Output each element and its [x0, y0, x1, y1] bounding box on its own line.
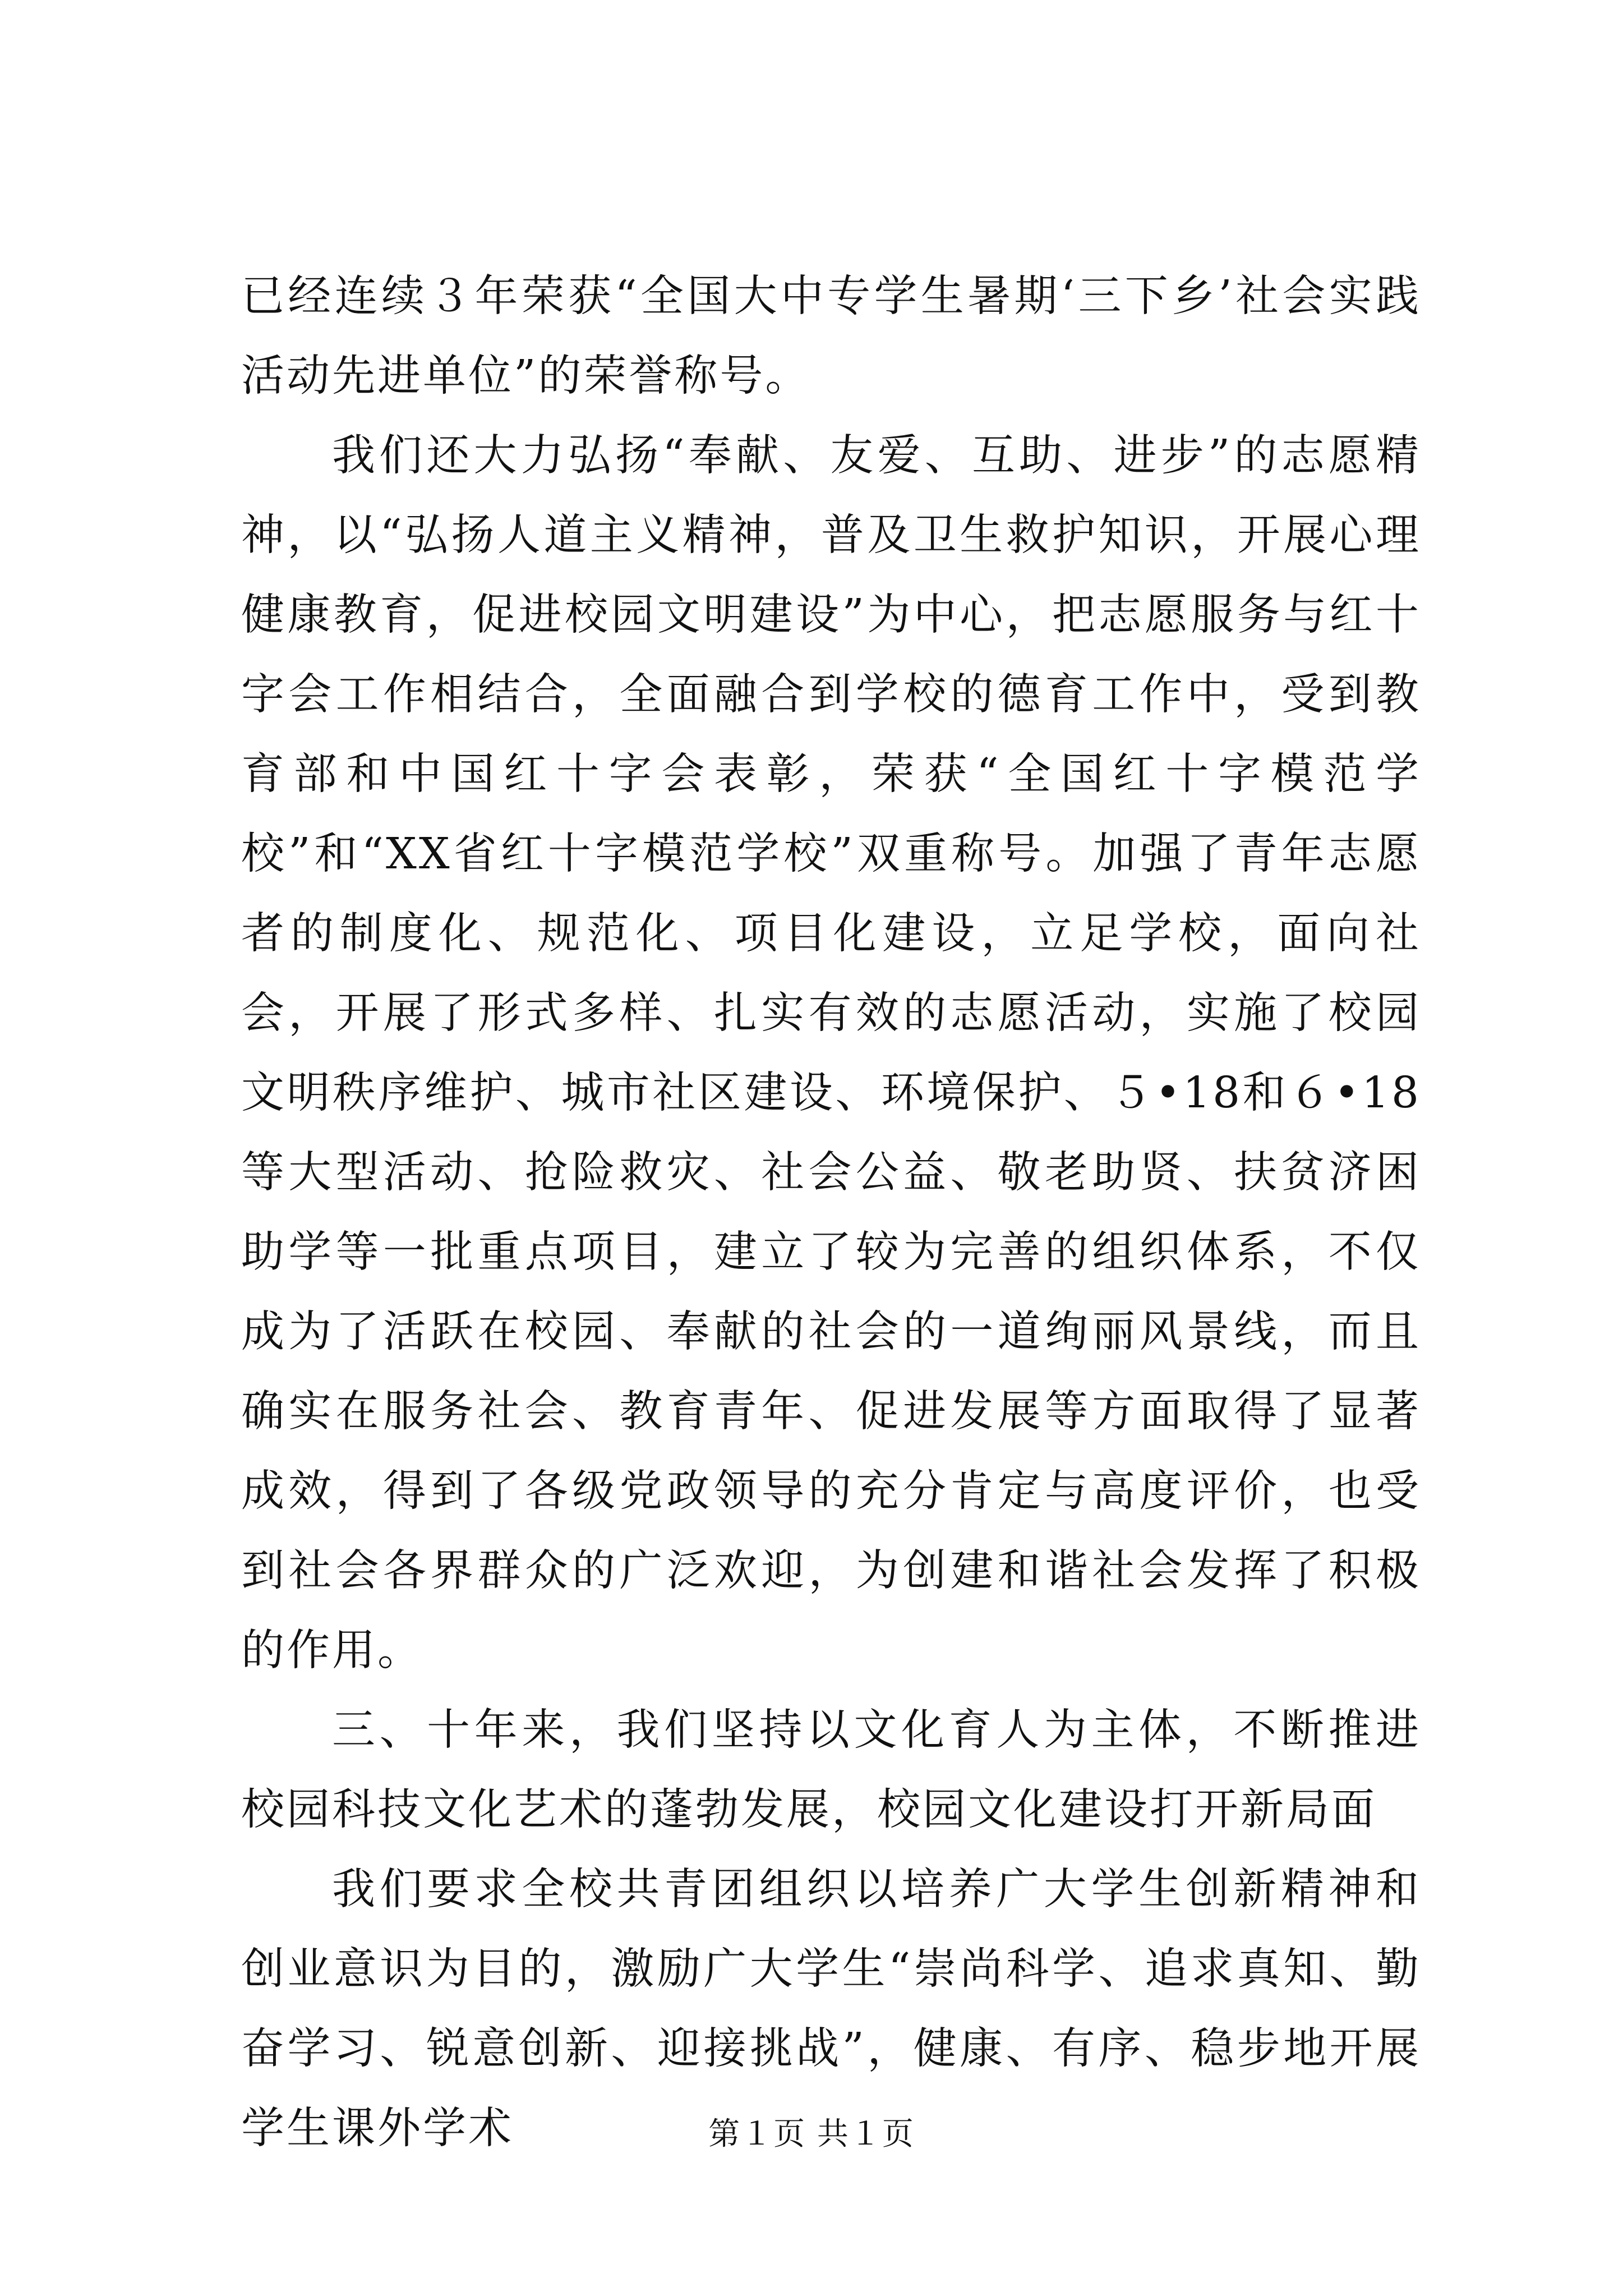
paragraph-continuation: 已经连续３年荣获“全国大中专学生暑期‘三下乡’社会实践活动先进单位”的荣誉称号。 — [241, 272, 1421, 401]
section-heading-culture: 三、十年来，我们坚持以文化育人为主体，不断推进校园科技文化艺术的蓬勃发展，校园文化建设打开新局面 — [241, 1705, 1421, 1835]
paragraph-volunteer-spirit: 我们还大力弘扬“奉献、友爱、互助、进步”的志愿精神，以“弘扬人道主义精神，普及卫生救护知识，开展心理健康教育，促进校园文明建设”为中心，把志愿服务与红十字会工作相结合，全面融合到学校的德育工作中，受到教育部和中国红十字会表彰，荣获“全国红十字模范学校”和“XX省红十字模范学校”双重称号。加强了青年志愿者的制度化、规范化、项目化建设，立足学校，面向社会，开展了形式多样、扎实有效的志愿活动，实施了校园文明秩序维护、城市社区建设、环境保护、５•18和６•18等大型活动、抢险救灾、社会公益、敬老助贤、扶贫济困助学等一批重点项目，建立了较为完善的组织体系，不仅成为了活跃在校园、奉献的社会的一道绚丽风景线，而且确实在服务社会、教育青年、促进发展等方面取得了显著成效，得到了各级党政领导的充分肯定与高度评价，也受到社会各界群众的广泛欢迎，为创建和谐社会发挥了积极的作用。 — [241, 431, 1421, 1676]
page-footer: 第１页 共１页 — [708, 2116, 915, 2152]
document-body — [241, 257, 1421, 2169]
paragraph-innovation: 我们要求全校共青团组织以培养广大学生创新精神和创业意识为目的，激励广大学生“崇尚科学、追求真知、勤奋学习、锐意创新、迎接挑战”，健康、有序、稳步地开展学生课外学术 — [241, 1865, 1421, 2154]
